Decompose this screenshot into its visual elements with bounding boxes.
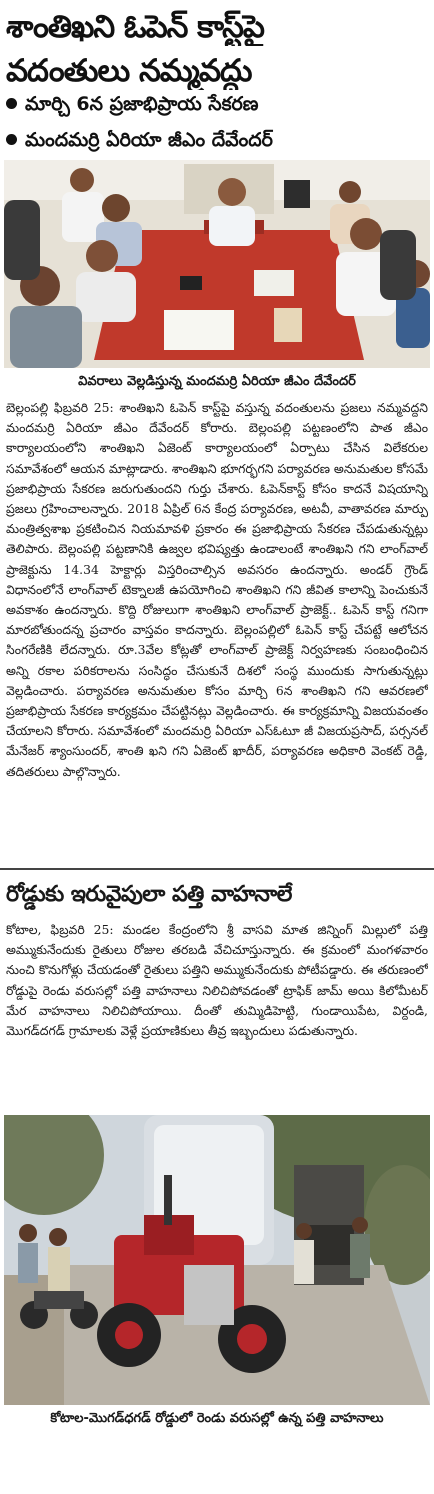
press-meet-caption: వివరాలు వెల్లడిస్తున్న మందమర్రి ఏరియా జీఎం దేవేందర్ (78, 374, 356, 389)
sub-bullet-2 (6, 124, 430, 156)
press-meet-illustration (4, 160, 430, 368)
sub-bullet-1 (6, 88, 430, 120)
bullet-dot-icon (6, 134, 17, 145)
article-2-body: కోటాల, ఫిబ్రవరి 25: మండల కేంద్రంలోని శ్రీ వాసవి మాత జిన్నింగ్ మిల్లులో పత్తి అమ్ముకునేందుకు రైతులు రోజుల తరబడి వేచిచూస్తున్నారు. ఈ క్రమంలో మంగళవారం నుంచి కొనుగోళ్లు చేయడంతో రైతులు పత్తిని అమ్ముకునేందుకు పోటీపడ్డారు. ఈ తరుణంలో రోడ్డుపై రెండు వరుసల్లో పత్తి వాహనాలు నిలిచిపోవడంతో ట్రాఫిక్ జామ్ అయి కిలోమీటర్ మేర వాహనాలు నిలిచిపోయాయి. దీంతో తుమ్మిడిహెట్టి, గుండాయిపేట, విర్దండి, మొగడ్‌దగడ్ గ్రామాలకు వెళ్లే ప్రయాణికులు తీవ్ర ఇబ్బందులు పడుతున్నారు. (6, 922, 428, 1039)
section-divider (0, 868, 434, 870)
press-meet-photo (4, 160, 430, 368)
sub-bullet-1-text: మార్చి 6న ప్రజాభిప్రాయ సేకరణ (25, 93, 259, 115)
sub-bullet-2-text: మందమర్రి ఏరియా జీఎం దేవేందర్ (25, 129, 273, 151)
bullet-dot-icon (6, 98, 17, 109)
main-headline-line-2: వదంతులు నమ్మవద్దు (6, 53, 252, 89)
cotton-vehicles-caption: కోటాల-మొగడ్‌ధగడ్ రోడ్డులో రెండు వరుసల్లో ఉన్న పత్తి వాహనాలు (50, 1411, 384, 1426)
cotton-vehicles-photo (4, 1115, 430, 1405)
article-1-body: బెల్లంపల్లి ఫిబ్రవరి 25: శాంతిఖని ఓపెన్ కాస్ట్‌పై వస్తున్న వదంతులను ప్రజలు నమ్మవద్దని మందమర్రి ఏరియా జీఎం దేవేందర్ కోరారు. బెల్లంపల్లి పట్టణంలోని పాత జీఎం కార్యాలయంలోని శాంతిఖని ఏజెంట్ కార్యాలయంలో ఏర్పాటు చేసిన విలేకరుల సమావేశంలో ఆయన మాట్లాడారు. శాంతిఖని భూగర్భగని పర్యావరణ అనుమతుల కోసమే ప్రజాభిప్రాయ సేకరణ జరుగుతుందని గుర్తు చేశారు. ఓపెన్‌కాస్ట్ కోసం కాదనే విషయాన్ని ప్రజలు గ్రహించాలన్నారు. 2018 ఏప్రిల్ 6న కేంద్ర పర్యావరణ, అటవీ, వాతావరణ మార్పు మంత్రిత్వశాఖ ప్రకటించిన నియమావళి ప్రకారం ఈ ప్రజాభిప్రాయ సేకరణ చేపడుతున్నట్లు తెలిపారు. బెల్లంపల్లి పట్టణానికి ఉజ్వల భవిష్యత్తు ఉండాలంటే శాంతిఖని గని లాంగ్‌వాల్ ప్రాజెక్టును 14.34 హెక్టార్లు విస్తరించాల్సిన అవసరం ఉందన్నారు. అండర్ గ్రౌండ్ విధానంలోనే లాంగ్‌వాల్ టెక్నాలజీ ఉపయోగించి శాంతిఖని గని జీవిత కాలాన్ని పెంచుకునే అవకాశం ఉందన్నారు. కొద్ది రోజులుగా శాంతిఖని లాంగ్‌వాల్ ప్రాజెక్ట్.. ఓపెన్ కాస్ట్ గనిగా మారబోతుందన్న ప్రచారం వాస్తవం కాదన్నారు. బెల్లంపల్లిలో ఓపెన్ కాస్ట్ చేపట్టే ఆలోచన సింగరేణికి లేదన్నారు. రూ.3వేల కోట్లతో లాంగ్‌వాల్ ప్రాజెక్ట్ నిర్వహణకు సంబంధించిన అన్ని రకాల పరికరాలను సంసిద్ధం చేసుకునే దిశలో సంస్థ ముందుకు సాగుతున్నట్లు వెల్లడించారు. పర్యావరణ అనుమతుల కోసం మార్చి 6న శాంతిఖని గని ఆవరణలో ప్రజాభిప్రాయ సేకరణ కార్యక్రమం చేపట్టినట్లు వెల్లడించారు. ఈ కార్యక్రమాన్ని విజయవంతం చేయాలని కోరారు. సమావేశంలో మందమర్రి ఏరియా ఎస్ఓటూ జీ విజయప్రసాద్, పర్సనల్ మేనేజర్ శ్యాంసుందర్, శాంతి ఖని గని ఏజెంట్ ఖాదీర్, పర్యావరణ అధికారి వెంకట్ రెడ్డి, తదితరులు పాల్గొన్నారు. (6, 400, 428, 779)
cotton-vehicles-illustration (4, 1115, 430, 1405)
article-2-headline: రోడ్డుకు ఇరువైపులా పత్తి వాహనాలే (6, 882, 292, 907)
main-headline-line-1: శాంతిఖని ఓపెన్ కాస్ట్‌పై (6, 9, 264, 45)
